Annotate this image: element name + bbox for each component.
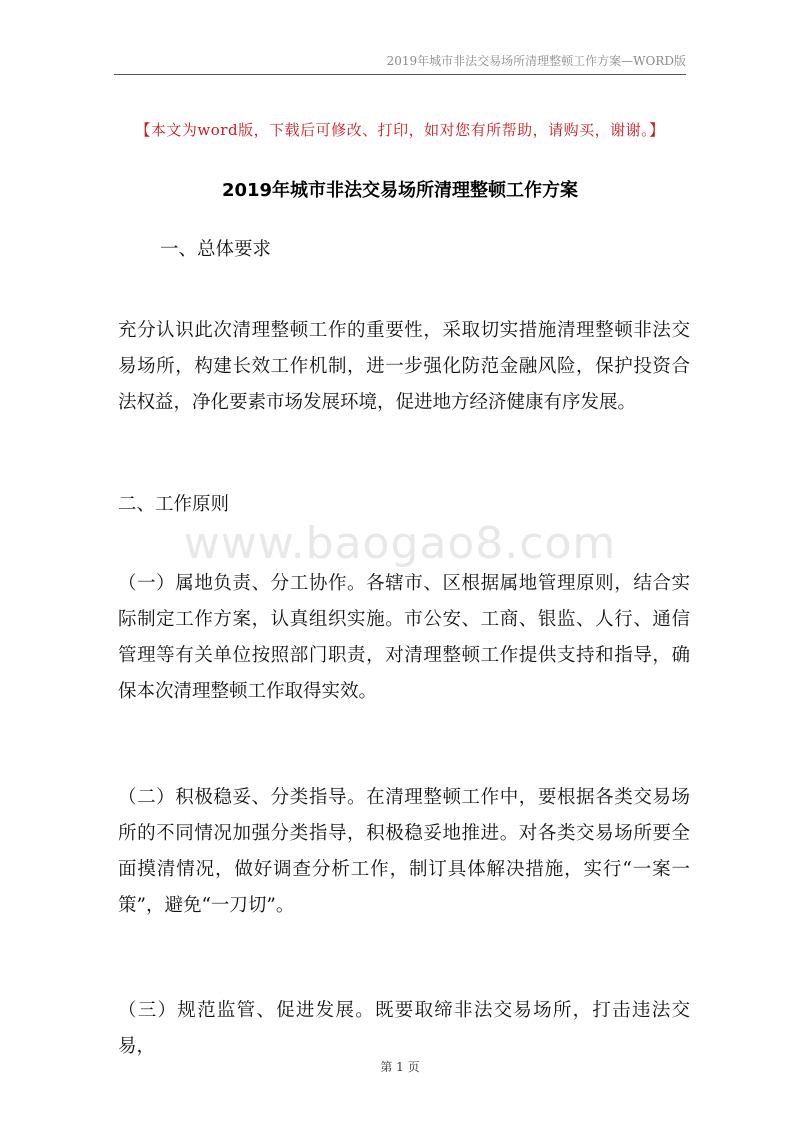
- document-title: 2019年城市非法交易场所清理整顿工作方案: [221, 180, 579, 201]
- running-header: 2019年城市非法交易场所清理整顿工作方案—WORD版: [386, 54, 686, 68]
- principle-item-1: （一）属地负责、分工协作。各辖市、区根据属地管理原则，结合实际制定工作方案，认真组织实施。市公安、工商、银监、人行、通信管理等有关单位按照部门职责，对清理整顿工作提供支持和指导，确保本次清理整顿工作取得实效。: [118, 573, 690, 702]
- section-heading-work-principles: 二、工作原则: [118, 494, 230, 515]
- principle-item-2: （二）积极稳妥、分类指导。在清理整顿工作中，要根据各类交易场所的不同情况加强分类指导，积极稳妥地推进。对各类交易场所要全面摸清情况，做好调查分析工作，制订具体解决措施，实行“一案一策”，避免“一刀切”。: [118, 787, 690, 916]
- purchase-notice: 【本文为word版，下载后可修改、打印，如对您有所帮助，请购买，谢谢。】: [135, 121, 665, 139]
- section-body-general-requirements: 充分认识此次清理整顿工作的重要性，采取切实措施清理整顿非法交易场所，构建长效工作机制，进一步强化防范金融风险，保护投资合法权益，净化要素市场发展环境，促进地方经济健康有序发展。: [118, 320, 690, 413]
- header-divider: [114, 74, 686, 75]
- watermark: www.baogao8.com: [183, 518, 617, 569]
- page-number: 第 1 页: [380, 1060, 420, 1074]
- principle-item-3: （三）规范监管、促进发展。既要取缔非法交易场所，打击违法交易，: [118, 1000, 690, 1057]
- section-heading-general-requirements: 一、总体要求: [160, 239, 272, 260]
